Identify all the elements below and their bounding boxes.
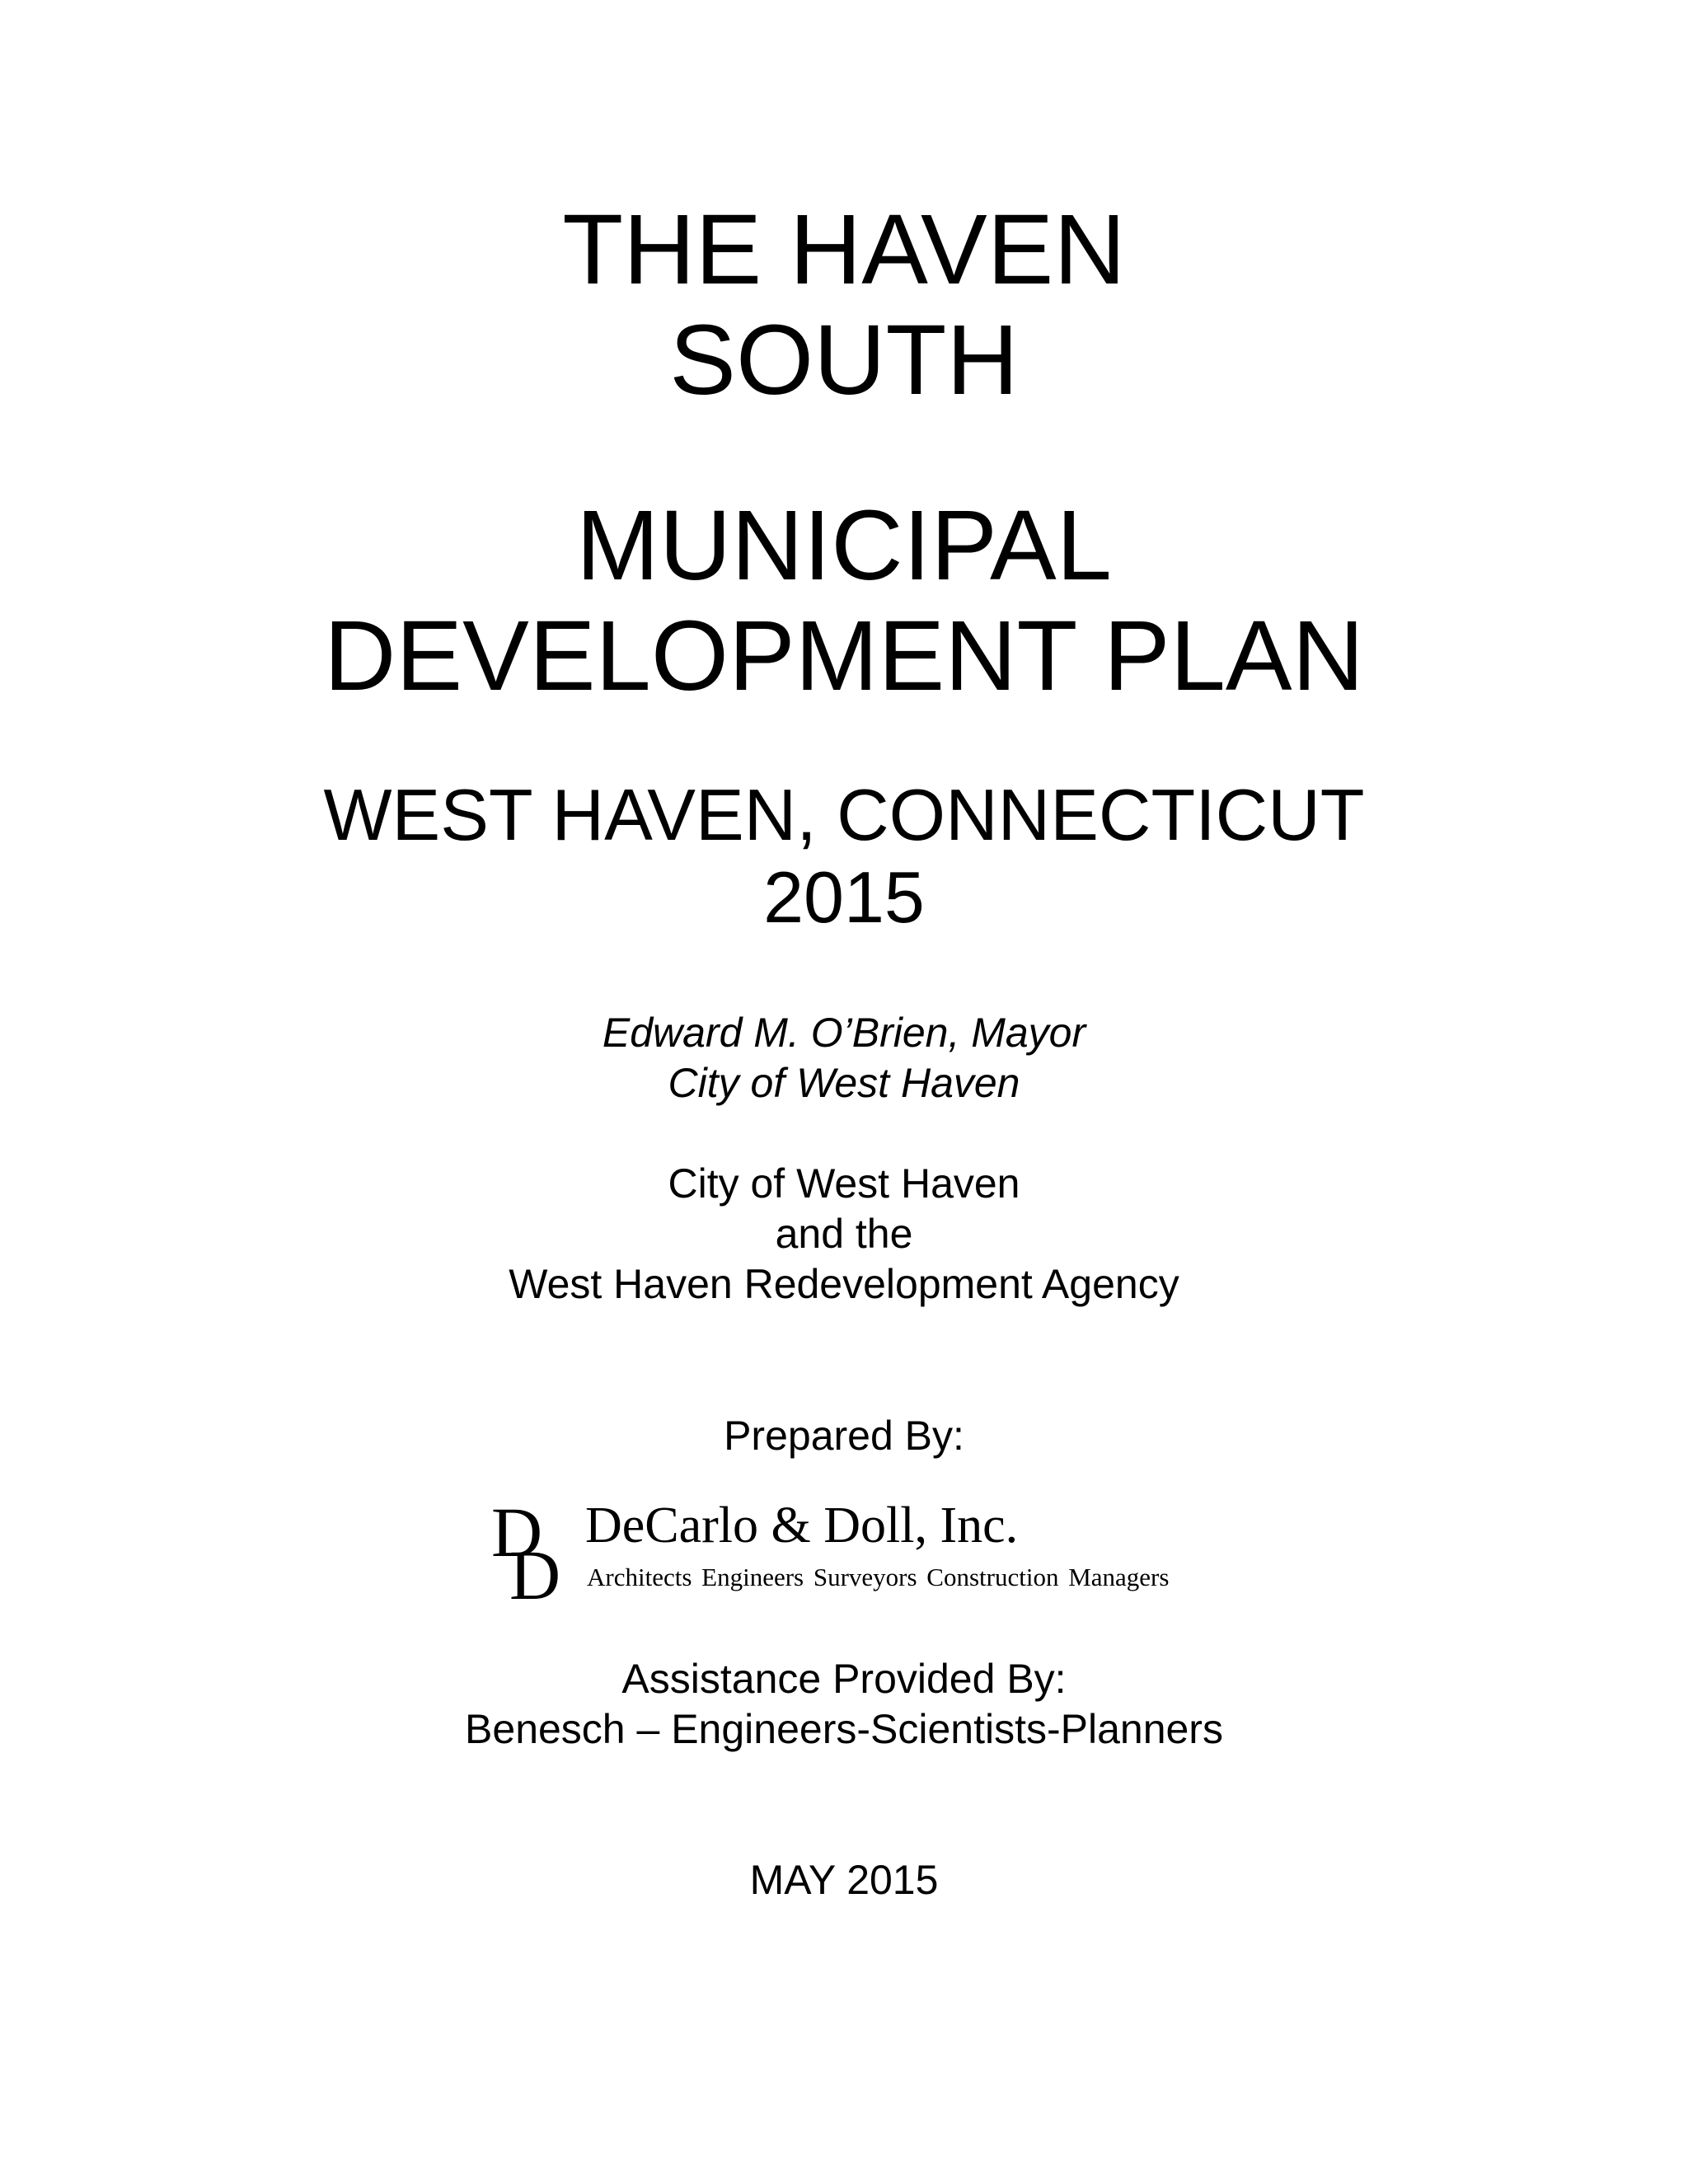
title-line-1: THE HAVEN (562, 193, 1126, 305)
subtitle-line-1: MUNICIPAL (576, 489, 1112, 601)
assistance-label: Assistance Provided By: (621, 1656, 1067, 1702)
firm-tagline: Architects Engineers Surveyors Construction Managers (587, 1563, 1170, 1591)
assistance-provider: Benesch – Engineers-Scientists-Planners (465, 1706, 1223, 1752)
dd-monogram-icon (490, 1497, 564, 1604)
svg-text:D: D (509, 1535, 561, 1604)
firm-name: DeCarlo & Doll, Inc. (585, 1497, 1019, 1554)
sponsor-line-1: City of West Haven (668, 1160, 1020, 1207)
firm-logo (490, 1497, 1231, 1604)
sponsor-line-2: and the (775, 1211, 913, 1257)
mayor-city: City of West Haven (668, 1060, 1020, 1106)
location-place: WEST HAVEN, CONNECTICUT (323, 774, 1365, 855)
prepared-by-label: Prepared By: (724, 1413, 964, 1459)
subtitle-line-2: DEVELOPMENT PLAN (324, 599, 1364, 711)
sponsor-line-3: West Haven Redevelopment Agency (509, 1261, 1179, 1307)
location-year: 2015 (763, 856, 925, 938)
svg-text:D: D (491, 1497, 543, 1572)
title-line-2: SOUTH (669, 303, 1019, 415)
document-date: MAY 2015 (749, 1857, 939, 1903)
mayor-name: Edward M. O’Brien, Mayor (602, 1010, 1086, 1056)
